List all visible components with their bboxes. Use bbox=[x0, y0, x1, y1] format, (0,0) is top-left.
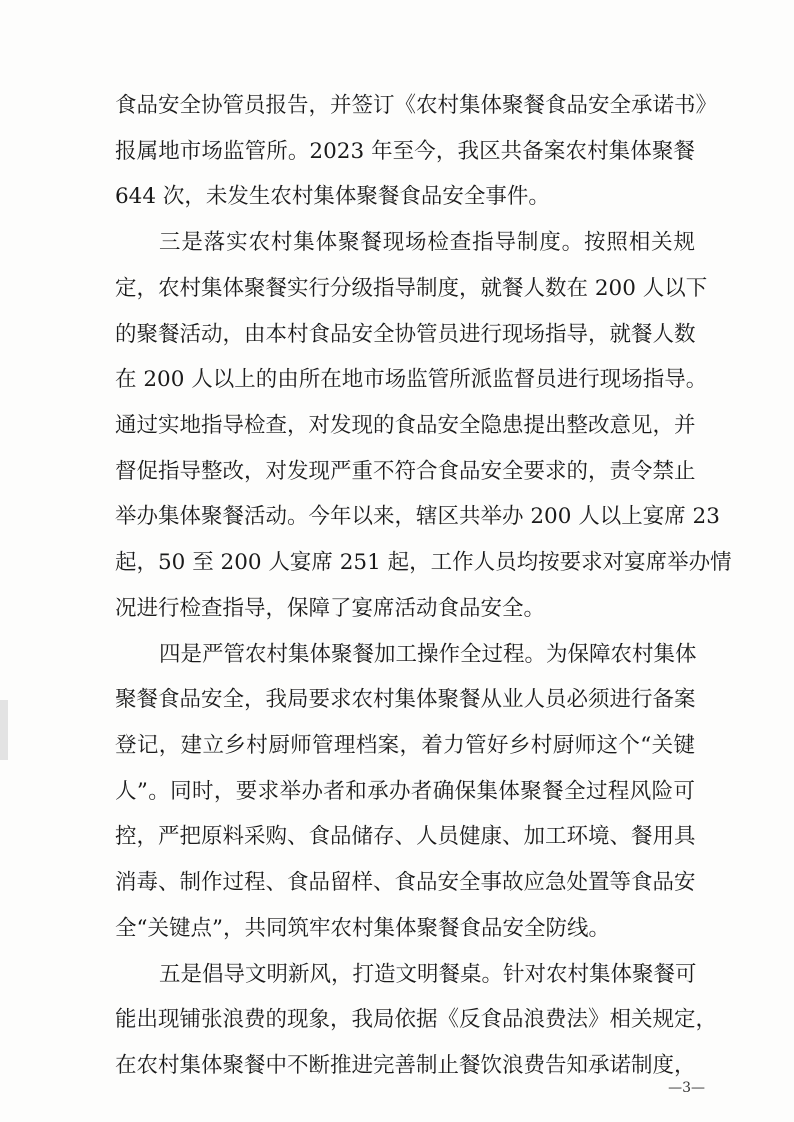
text-line: 食品安全协管员报告，并签订《农村集体聚餐食品安全承诺书》 bbox=[115, 93, 718, 118]
text-line: 消毒、制作过程、食品留样、食品安全事故应急处置等食品安 bbox=[115, 870, 696, 895]
text-line: 在 200 人以上的由所在地市场监管所派监督员进行现场指导。 bbox=[115, 367, 708, 392]
paragraph-heading-line: 五是倡导文明新风，打造文明餐桌。针对农村集体聚餐可 bbox=[159, 962, 697, 987]
paragraph-heading-line: 三是落实农村集体聚餐现场检查指导制度。按照相关规 bbox=[159, 230, 695, 255]
text-line: 644 次，未发生农村集体聚餐食品安全事件。 bbox=[115, 184, 550, 209]
text-line: 聚餐食品安全，我局要求农村集体聚餐从业人员必须进行备案 bbox=[115, 687, 696, 712]
text-line: 定，农村集体聚餐实行分级指导制度，就餐人数在 200 人以下 bbox=[115, 276, 708, 301]
text-line: 起，50 至 200 人宴席 251 起，工作人员均按要求对宴席举办情 bbox=[115, 550, 732, 575]
text-line: 的聚餐活动，由本村食品安全协管员进行现场指导，就餐人数 bbox=[115, 322, 696, 347]
stamp-edge-mark bbox=[0, 700, 8, 760]
text-line: 督促指导整改，对发现严重不符合食品安全要求的，责令禁止 bbox=[115, 459, 696, 484]
text-line: 举办集体聚餐活动。今年以来，辖区共举办 200 人以上宴席 23 bbox=[115, 504, 720, 529]
text-line: 全“关键点”，共同筑牢农村集体聚餐食品安全防线。 bbox=[115, 916, 610, 941]
text-line: 报属地市场监管所。2023 年至今，我区共备案农村集体聚餐 bbox=[115, 139, 695, 164]
text-line: 在农村集体聚餐中不断推进完善制止餐饮浪费告知承诺制度， bbox=[115, 1053, 696, 1078]
text-line: 控，严把原料采购、食品储存、人员健康、加工环境、餐用具 bbox=[115, 824, 696, 849]
text-line: 况进行检查指导，保障了宴席活动食品安全。 bbox=[115, 596, 546, 621]
page-number: —3— bbox=[668, 1080, 705, 1096]
text-line: 登记，建立乡村厨师管理档案，着力管好乡村厨师这个“关键 bbox=[115, 733, 695, 758]
text-line: 能出现铺张浪费的现象，我局依据《反食品浪费法》相关规定， bbox=[115, 1007, 718, 1032]
text-line: 通过实地指导检查，对发现的食品安全隐患提出整改意见，并 bbox=[115, 413, 696, 438]
paragraph-heading-line: 四是严管农村集体聚餐加工操作全过程。为保障农村集体 bbox=[159, 642, 697, 667]
text-line: 人”。同时，要求举办者和承办者确保集体聚餐全过程风险可 bbox=[115, 779, 695, 804]
